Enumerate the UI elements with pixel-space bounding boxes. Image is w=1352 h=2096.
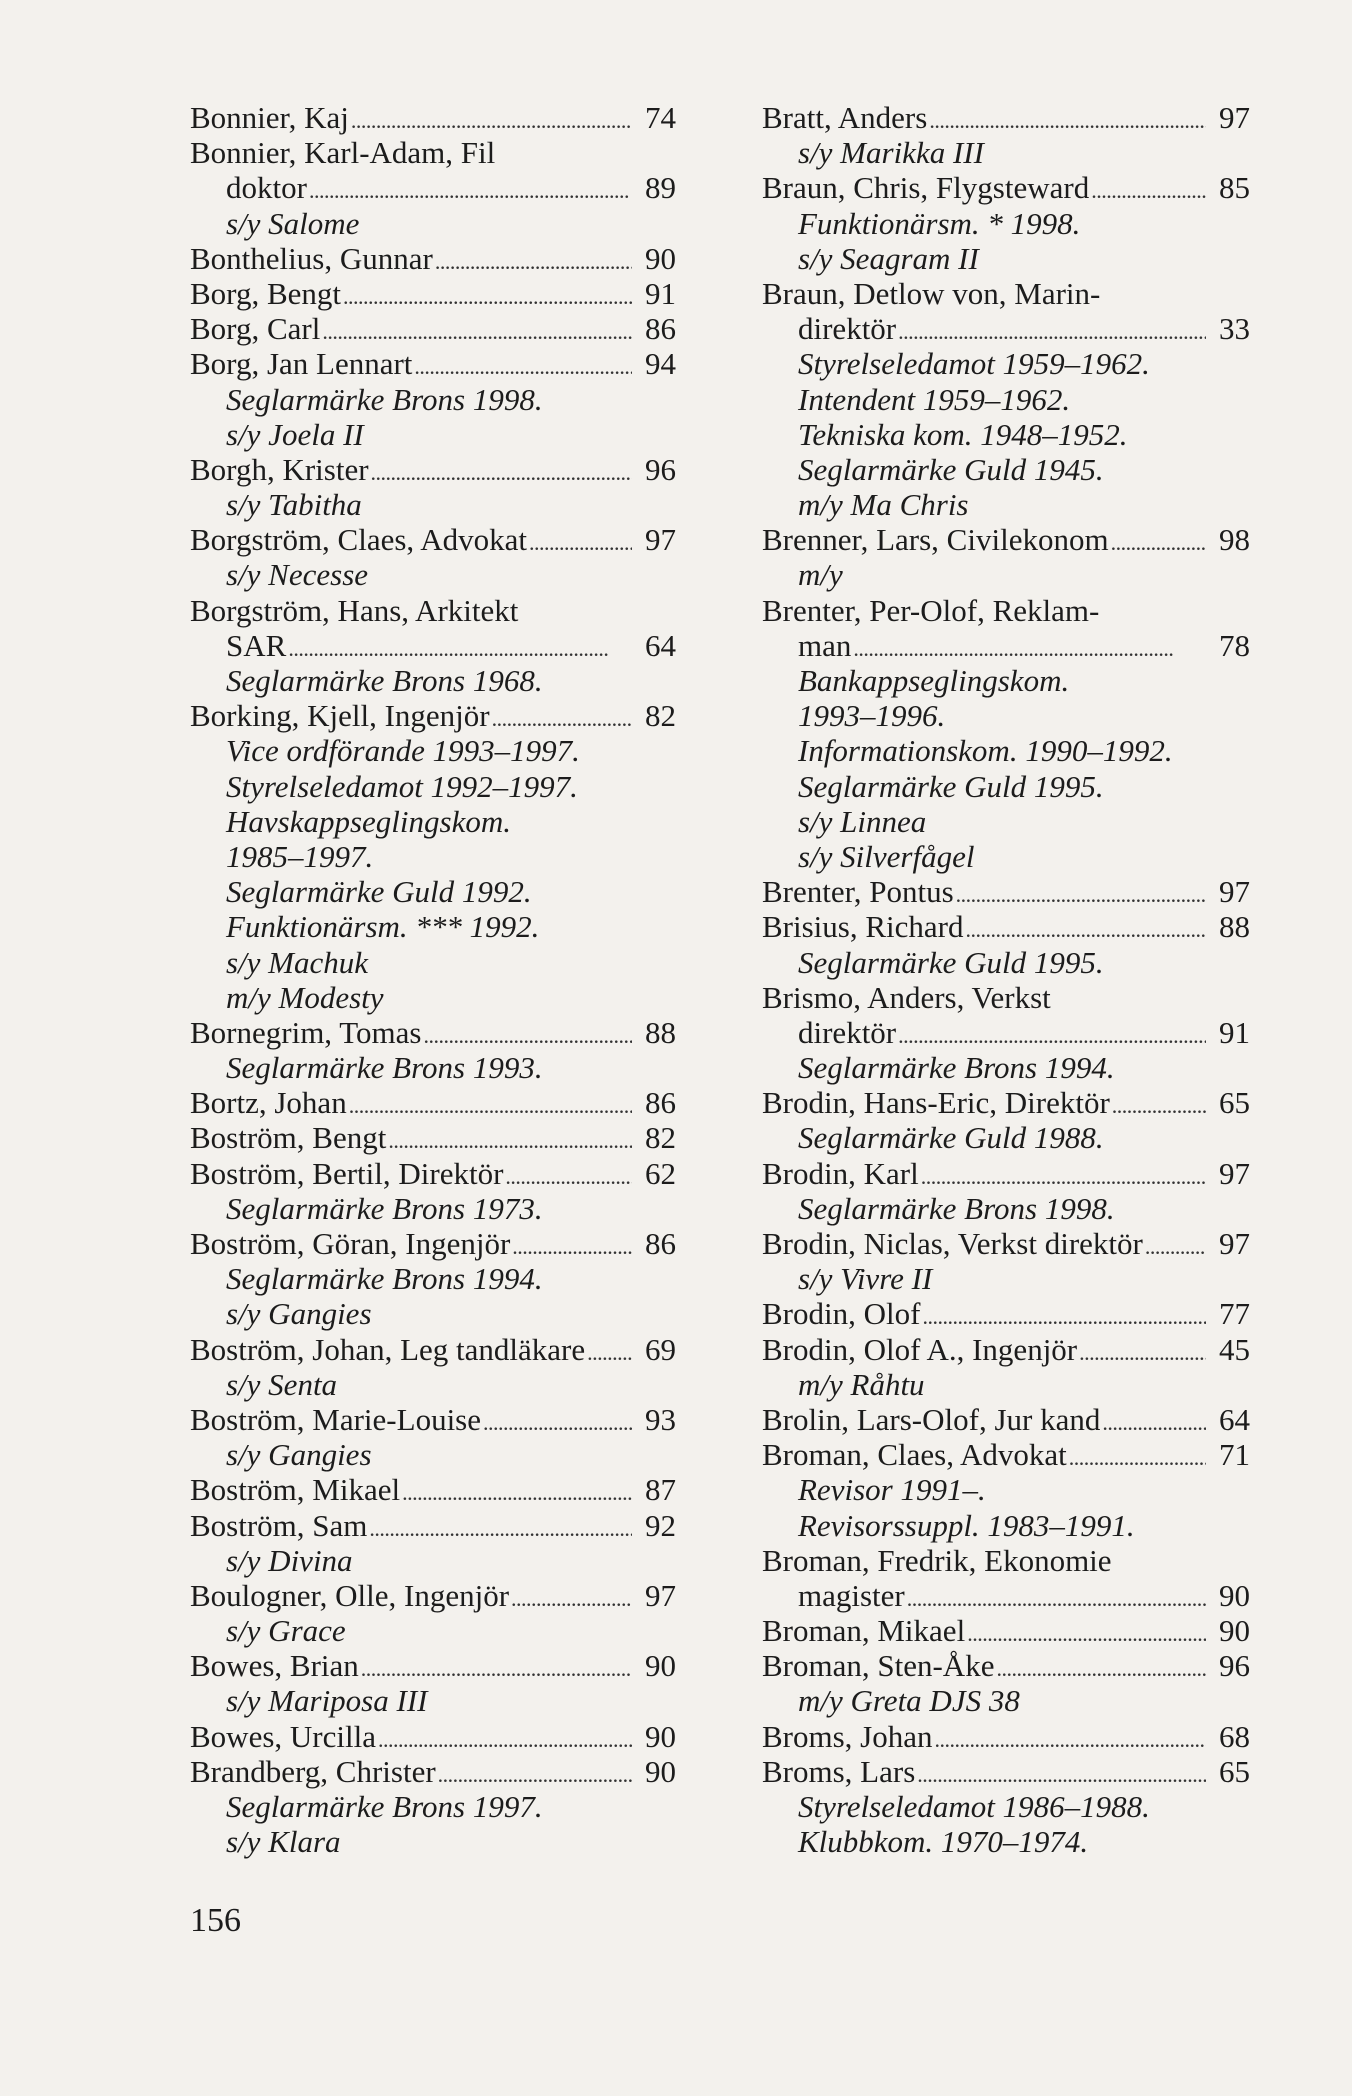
index-subentry: [190, 1437, 676, 1472]
entry-page-ref: 82: [645, 1120, 676, 1156]
index-subentry: [190, 769, 676, 804]
index-subentry: [762, 1683, 1250, 1718]
entry-text: s/y Necesse: [226, 557, 369, 593]
leader-dots: [414, 346, 632, 384]
entry-text: Brenter, Per-Olof, Reklam-: [762, 592, 1100, 628]
entry-text: Funktionärsm. *** 1992.: [226, 909, 540, 945]
entry-text: s/y Silverfågel: [798, 838, 975, 874]
index-entry: [762, 311, 1250, 346]
leader-dots: [898, 1015, 1206, 1053]
leader-dots: [492, 698, 632, 736]
index-subentry: [190, 874, 676, 909]
index-subentry: [190, 1261, 676, 1296]
entry-page-ref: 97: [1219, 874, 1250, 910]
entry-page-ref: 86: [645, 1226, 676, 1261]
leader-dots: [587, 1332, 632, 1370]
leader-dots: [935, 1719, 1207, 1757]
entry-text: Seglarmärke Brons 1998.: [226, 381, 543, 417]
index-entry: [762, 1156, 1250, 1191]
leader-dots: [438, 1754, 632, 1792]
entry-page-ref: 64: [645, 627, 676, 663]
leader-dots: [907, 1578, 1206, 1616]
entry-text: Brodin, Karl: [762, 1155, 919, 1191]
entry-text: Intendent 1959–1962.: [798, 381, 1071, 417]
entry-text: Vice ordförande 1993–1997.: [226, 733, 580, 769]
index-subentry: [190, 1050, 676, 1085]
entry-text: Klubbkom. 1970–1974.: [798, 1824, 1089, 1860]
leader-dots: [505, 1156, 632, 1194]
index-subentry: [762, 417, 1250, 452]
index-entry: [762, 170, 1250, 205]
entry-text: Boström, Bertil, Direktör: [190, 1155, 504, 1191]
entry-text: Seglarmärke Brons 1994.: [798, 1050, 1115, 1086]
index-entry: [762, 1543, 1250, 1578]
entry-text: Seglarmärke Brons 1998.: [798, 1190, 1115, 1226]
entry-text: Styrelseledamot 1986–1988.: [798, 1789, 1150, 1824]
entry-text: s/y Klara: [226, 1824, 341, 1860]
entry-text: man: [798, 627, 852, 663]
entry-page-ref: 97: [1219, 1155, 1250, 1191]
leader-dots: [1145, 1226, 1206, 1264]
entry-page-ref: 92: [645, 1507, 676, 1543]
entry-page-ref: 68: [1219, 1718, 1250, 1754]
entry-text: s/y Linnea: [798, 803, 927, 839]
entry-text: Bowes, Urcilla: [190, 1718, 376, 1754]
leader-dots: [512, 1226, 632, 1264]
leader-dots: [309, 170, 632, 208]
entry-text: s/y Mariposa III: [226, 1683, 428, 1719]
index-entry: [762, 909, 1250, 944]
entry-text: s/y Machuk: [226, 944, 369, 980]
index-subentry: [762, 1261, 1250, 1296]
entry-page-ref: 97: [645, 522, 676, 558]
entry-text: Brodin, Olof A., Ingenjör: [762, 1331, 1078, 1367]
index-entry: [190, 276, 676, 311]
entry-text: Boström, Marie-Louise: [190, 1401, 482, 1437]
index-subentry: [190, 1683, 676, 1718]
entry-text: Bonthelius, Gunnar: [190, 240, 433, 276]
entry-page-ref: 71: [1219, 1437, 1250, 1473]
entry-page-ref: 65: [1219, 1753, 1250, 1789]
index-subentry: [190, 663, 676, 698]
entry-text: SAR: [226, 627, 287, 663]
leader-dots: [1111, 522, 1206, 560]
entry-page-ref: 96: [645, 451, 676, 487]
entry-text: Styrelseledamot 1992–1997.: [226, 768, 578, 804]
entry-page-ref: 90: [645, 1718, 676, 1754]
leader-dots: [349, 1085, 632, 1123]
leader-dots: [483, 1402, 632, 1440]
index-subentry: [762, 804, 1250, 839]
index-subentry: [762, 1050, 1250, 1085]
entry-text: Funktionärsm. * 1998.: [798, 205, 1081, 241]
entry-text: Seglarmärke Guld 1988.: [798, 1120, 1104, 1156]
entry-text: Bornegrim, Tomas: [190, 1014, 422, 1050]
entry-text: Broman, Sten-Åke: [762, 1648, 995, 1684]
entry-text: Brenter, Pontus: [762, 874, 954, 910]
entry-page-ref: 91: [645, 275, 676, 311]
leader-dots: [343, 276, 632, 314]
leader-dots: [853, 628, 1206, 666]
index-subentry: [762, 733, 1250, 768]
entry-page-ref: 97: [645, 1577, 676, 1613]
entry-text: s/y Marikka III: [798, 135, 984, 171]
index-entry: [190, 1085, 676, 1120]
entry-page-ref: 97: [1219, 100, 1250, 135]
index-entry: [762, 1613, 1250, 1648]
index-subentry: [190, 1789, 676, 1824]
entry-text: Seglarmärke Brons 1997.: [226, 1789, 543, 1824]
entry-text: s/y Joela II: [226, 416, 364, 452]
entry-text: s/y Seagram II: [798, 240, 979, 276]
index-subentry: [190, 839, 676, 874]
entry-page-ref: 97: [1219, 1226, 1250, 1261]
entry-text: Bortz, Johan: [190, 1085, 347, 1121]
index-entry: [190, 170, 676, 205]
entry-text: Braun, Detlow von, Marin-: [762, 275, 1101, 311]
index-entry: [190, 1120, 676, 1155]
index-entry: [190, 593, 676, 628]
index-subentry: [762, 1191, 1250, 1226]
leader-dots: [511, 1578, 632, 1616]
index-subentry: [762, 487, 1250, 522]
index-entry: [190, 135, 676, 170]
entry-text: Borg, Jan Lennart: [190, 346, 413, 382]
entry-text: Havskappseglingskom.: [226, 803, 511, 839]
entry-page-ref: 85: [1219, 170, 1250, 206]
entry-text: Borgström, Hans, Arkitekt: [190, 592, 519, 628]
index-entry: [762, 276, 1250, 311]
index-entry: [762, 628, 1250, 663]
entry-text: Broman, Mikael: [762, 1613, 966, 1649]
entry-text: Borg, Bengt: [190, 275, 341, 311]
entry-text: Bratt, Anders: [762, 100, 928, 135]
entry-text: Bonnier, Karl-Adam, Fil: [190, 135, 496, 171]
index-subentry: [762, 452, 1250, 487]
index-subentry: [762, 241, 1250, 276]
leader-dots: [929, 100, 1206, 138]
index-subentry: [190, 382, 676, 417]
entry-text: Brodin, Olof: [762, 1296, 921, 1332]
index-subentry: [762, 769, 1250, 804]
index-subentry: [762, 945, 1250, 980]
entry-text: m/y Modesty: [226, 979, 384, 1015]
index-subentry: [190, 733, 676, 768]
entry-text: Seglarmärke Brons 1994.: [226, 1261, 543, 1297]
index-subentry: [190, 557, 676, 592]
index-entry: [762, 1015, 1250, 1050]
leader-dots: [917, 1754, 1206, 1792]
index-entry: [190, 1648, 676, 1683]
entry-text: s/y Tabitha: [226, 487, 362, 523]
entry-text: direktör: [798, 1014, 897, 1050]
entry-text: Broman, Claes, Advokat: [762, 1437, 1067, 1473]
entry-page-ref: 98: [1219, 522, 1250, 558]
index-entry: [762, 1085, 1250, 1120]
index-entry: [762, 1437, 1250, 1472]
leader-dots: [996, 1648, 1206, 1686]
entry-text: Informationskom. 1990–1992.: [798, 733, 1173, 769]
index-entry: [190, 1578, 676, 1613]
entry-page-ref: 74: [645, 100, 676, 135]
entry-page-ref: 90: [645, 1648, 676, 1684]
entry-text: Braun, Chris, Flygsteward: [762, 170, 1090, 206]
entry-text: m/y Ma Chris: [798, 487, 969, 523]
entry-text: m/y Råhtu: [798, 1366, 925, 1402]
index-column-right: [762, 100, 1250, 1859]
entry-page-ref: 69: [645, 1331, 676, 1367]
leader-dots: [361, 1648, 632, 1686]
entry-text: Borking, Kjell, Ingenjör: [190, 698, 490, 734]
index-subentry: [762, 1824, 1250, 1859]
index-entry: [190, 628, 676, 663]
index-subentry: [190, 1296, 676, 1331]
index-subentry: [762, 663, 1250, 698]
entry-page-ref: 88: [1219, 909, 1250, 945]
leader-dots: [378, 1719, 632, 1757]
index-entry: [762, 1226, 1250, 1261]
index-subentry: [762, 1472, 1250, 1507]
leader-dots: [956, 874, 1206, 912]
index-subentry: [190, 487, 676, 522]
entry-text: Borgh, Krister: [190, 451, 369, 487]
entry-text: Revisorssuppl. 1983–1991.: [798, 1507, 1135, 1543]
index-entry: [762, 593, 1250, 628]
entry-text: Brismo, Anders, Verkst: [762, 979, 1051, 1015]
entry-text: Borg, Carl: [190, 311, 321, 347]
entry-text: s/y Divina: [226, 1542, 353, 1578]
index-column-left: [190, 100, 676, 1859]
leader-dots: [1079, 1332, 1206, 1370]
index-entry: [190, 522, 676, 557]
entry-text: Tekniska kom. 1948–1952.: [798, 416, 1128, 452]
index-entry: [762, 1332, 1250, 1367]
entry-page-ref: 90: [1219, 1613, 1250, 1649]
index-subentry: [190, 980, 676, 1015]
index-entry: [762, 100, 1250, 135]
index-entry: [190, 1332, 676, 1367]
index-subentry: [762, 557, 1250, 592]
index-subentry: [762, 698, 1250, 733]
entry-text: Seglarmärke Guld 1995.: [798, 768, 1104, 804]
index-entry: [190, 1754, 676, 1789]
entry-page-ref: 88: [645, 1014, 676, 1050]
leader-dots: [1069, 1437, 1206, 1475]
index-entry: [762, 1578, 1250, 1613]
index-entry: [762, 1754, 1250, 1789]
leader-dots: [322, 311, 632, 349]
index-subentry: [762, 135, 1250, 170]
index-entry: [190, 1719, 676, 1754]
leader-dots: [922, 1296, 1206, 1334]
index-entry: [190, 452, 676, 487]
index-entry: [190, 241, 676, 276]
leader-dots: [967, 1613, 1206, 1651]
index-subentry: [190, 909, 676, 944]
index-entry: [190, 311, 676, 346]
index-subentry: [190, 804, 676, 839]
index-subentry: [190, 1191, 676, 1226]
leader-dots: [435, 241, 632, 279]
index-subentry: [762, 382, 1250, 417]
entry-text: Brenner, Lars, Civilekonom: [762, 522, 1109, 558]
entry-page-ref: 87: [645, 1472, 676, 1508]
entry-text: Boström, Johan, Leg tandläkare: [190, 1331, 586, 1367]
entry-text: Seglarmärke Guld 1995.: [798, 944, 1104, 980]
index-entry: [190, 1472, 676, 1507]
leader-dots: [966, 909, 1207, 947]
entry-text: Brodin, Hans-Eric, Direktör: [762, 1085, 1110, 1121]
leader-dots: [402, 1472, 632, 1510]
entry-page-ref: 90: [645, 1753, 676, 1789]
entry-text: Brodin, Niclas, Verkst direktör: [762, 1226, 1143, 1261]
entry-text: Seglarmärke Brons 1968.: [226, 663, 543, 698]
index-entry: [190, 1226, 676, 1261]
entry-text: Boström, Mikael: [190, 1472, 401, 1508]
entry-text: Seglarmärke Guld 1992.: [226, 874, 532, 910]
entry-page-ref: 78: [1219, 627, 1250, 663]
entry-page-ref: 90: [1219, 1577, 1250, 1613]
index-entry: [762, 1402, 1250, 1437]
index-subentry: [190, 1543, 676, 1578]
leader-dots: [529, 522, 632, 560]
entry-page-ref: 65: [1219, 1085, 1250, 1121]
leader-dots: [423, 1015, 632, 1053]
entry-page-ref: 86: [645, 1085, 676, 1121]
entry-page-ref: 62: [645, 1155, 676, 1191]
index-entry: [762, 874, 1250, 909]
index-subentry: [762, 839, 1250, 874]
index-subentry: [190, 945, 676, 980]
entry-text: s/y Grace: [226, 1613, 346, 1649]
index-entry: [762, 1648, 1250, 1683]
index-entry: [190, 1402, 676, 1437]
index-subentry: [762, 206, 1250, 241]
index-entry: [190, 1508, 676, 1543]
leader-dots: [388, 1120, 632, 1158]
entry-page-ref: 89: [645, 170, 676, 206]
entry-text: s/y Gangies: [226, 1296, 372, 1332]
index-subentry: [762, 1789, 1250, 1824]
entry-text: Brolin, Lars-Olof, Jur kand: [762, 1401, 1101, 1437]
entry-page-ref: 77: [1219, 1296, 1250, 1332]
entry-text: 1985–1997.: [226, 838, 374, 874]
index-entry: [190, 1156, 676, 1191]
entry-text: Broms, Johan: [762, 1718, 933, 1754]
entry-text: m/y: [798, 557, 843, 593]
index-entry: [190, 100, 676, 135]
index-subentry: [190, 206, 676, 241]
entry-text: Brisius, Richard: [762, 909, 964, 945]
entry-text: Seglarmärke Guld 1945.: [798, 451, 1104, 487]
leader-dots: [1102, 1402, 1206, 1440]
index-entry: [762, 980, 1250, 1015]
page-number: 156: [190, 1902, 241, 1939]
index-subentry: [190, 1367, 676, 1402]
entry-text: Bowes, Brian: [190, 1648, 359, 1684]
leader-dots: [921, 1156, 1206, 1194]
leader-dots: [371, 452, 632, 490]
entry-page-ref: 94: [645, 346, 676, 382]
leader-dots: [898, 311, 1206, 349]
entry-text: Boström, Göran, Ingenjör: [190, 1226, 511, 1261]
entry-text: Bonnier, Kaj: [190, 100, 349, 135]
entry-text: Broman, Fredrik, Ekonomie: [762, 1542, 1112, 1578]
entry-page-ref: 82: [645, 698, 676, 734]
index-subentry: [762, 1120, 1250, 1155]
entry-page-ref: 96: [1219, 1648, 1250, 1684]
index-entry: [190, 346, 676, 381]
entry-text: magister: [798, 1577, 905, 1613]
index-subentry: [190, 417, 676, 452]
index-entry: [190, 1015, 676, 1050]
index-subentry: [762, 1508, 1250, 1543]
entry-text: Borgström, Claes, Advokat: [190, 522, 527, 558]
entry-text: s/y Vivre II: [798, 1261, 933, 1297]
entry-text: Brandberg, Christer: [190, 1753, 436, 1789]
entry-text: 1993–1996.: [798, 698, 946, 734]
entry-text: doktor: [226, 170, 307, 206]
entry-text: s/y Senta: [226, 1366, 338, 1402]
leader-dots: [288, 628, 632, 666]
entry-text: Boström, Sam: [190, 1507, 368, 1543]
leader-dots: [351, 100, 632, 138]
index-entry: [762, 522, 1250, 557]
entry-text: Boström, Bengt: [190, 1120, 387, 1156]
entry-text: s/y Gangies: [226, 1437, 372, 1473]
index-entry: [762, 1719, 1250, 1754]
entry-text: Seglarmärke Brons 1993.: [226, 1050, 543, 1086]
entry-page-ref: 90: [645, 240, 676, 276]
index-entry: [190, 698, 676, 733]
leader-dots: [1112, 1085, 1206, 1123]
index-subentry: [190, 1824, 676, 1859]
entry-text: direktör: [798, 311, 897, 347]
leader-dots: [1091, 170, 1206, 208]
entry-page-ref: 45: [1219, 1331, 1250, 1367]
index-entry: [762, 1296, 1250, 1331]
index-subentry: [762, 1367, 1250, 1402]
entry-text: Revisor 1991–.: [798, 1472, 986, 1508]
entry-text: s/y Salome: [226, 205, 360, 241]
entry-text: Styrelseledamot 1959–1962.: [798, 346, 1150, 382]
leader-dots: [369, 1508, 632, 1546]
entry-text: Broms, Lars: [762, 1753, 916, 1789]
index-subentry: [190, 1613, 676, 1648]
entry-page-ref: 86: [645, 311, 676, 347]
entry-text: Bankappseglingskom.: [798, 663, 1070, 698]
entry-page-ref: 64: [1219, 1401, 1250, 1437]
entry-page-ref: 91: [1219, 1014, 1250, 1050]
entry-text: Boulogner, Olle, Ingenjör: [190, 1577, 510, 1613]
index-subentry: [762, 346, 1250, 381]
entry-page-ref: 33: [1219, 311, 1250, 347]
entry-text: Seglarmärke Brons 1973.: [226, 1190, 543, 1226]
entry-page-ref: 93: [645, 1401, 676, 1437]
entry-text: m/y Greta DJS 38: [798, 1683, 1020, 1719]
